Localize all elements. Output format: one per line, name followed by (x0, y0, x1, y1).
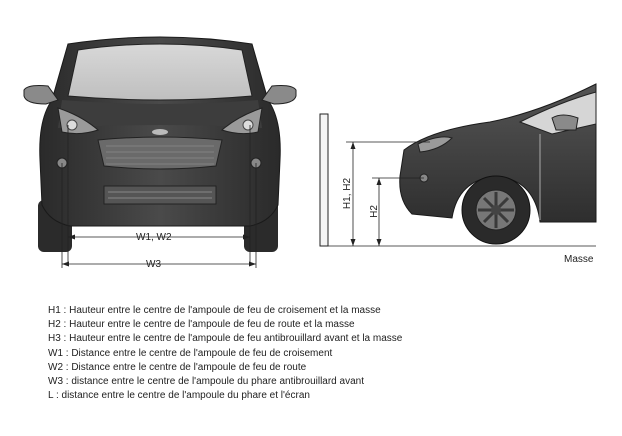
label-h1-h2: H1, H2 (342, 177, 354, 210)
side-dimension-arrows (351, 142, 382, 246)
label-w3: W3 (146, 259, 161, 270)
legend-l: L : distance entre le centre de l'ampoule du phare et l'écran (48, 390, 310, 402)
label-ground: Masse (564, 254, 594, 265)
legend-w1: W1 : Distance entre le centre de l'ampoule de feu de croisement (48, 347, 333, 359)
legend-h3: H3 : Hauteur entre le centre de l'ampoule de feu antibrouillard avant et la masse (48, 333, 403, 345)
wheel-hub (491, 205, 501, 215)
front-view-vehicle (24, 37, 296, 252)
left-headlamp-bulb (67, 120, 77, 130)
legend-w2: W2 : Distance entre le centre de l'ampoule de feu de route (48, 361, 307, 373)
label-h2: H2 (368, 205, 380, 218)
side-view-vehicle (400, 84, 596, 244)
legend-h1: H1 : Hauteur entre le centre de l'ampoule de feu de croisement et la masse (48, 305, 381, 316)
label-w1-w2: W1, W2 (136, 232, 172, 243)
legend-w3: W3 : distance entre le centre de l'ampoule du phare antibrouillard avant (48, 376, 364, 388)
side-mirror (552, 115, 578, 130)
right-mirror (262, 86, 296, 105)
legend-h2: H2 : Hauteur entre le centre de l'ampoule de feu de route et la masse (48, 319, 355, 331)
right-headlamp-bulb (243, 120, 253, 130)
windshield (68, 44, 252, 100)
legend (48, 304, 608, 403)
left-mirror (24, 86, 58, 105)
aiming-screen (320, 114, 328, 246)
lower-intake (104, 186, 216, 204)
logo-badge (152, 129, 168, 135)
